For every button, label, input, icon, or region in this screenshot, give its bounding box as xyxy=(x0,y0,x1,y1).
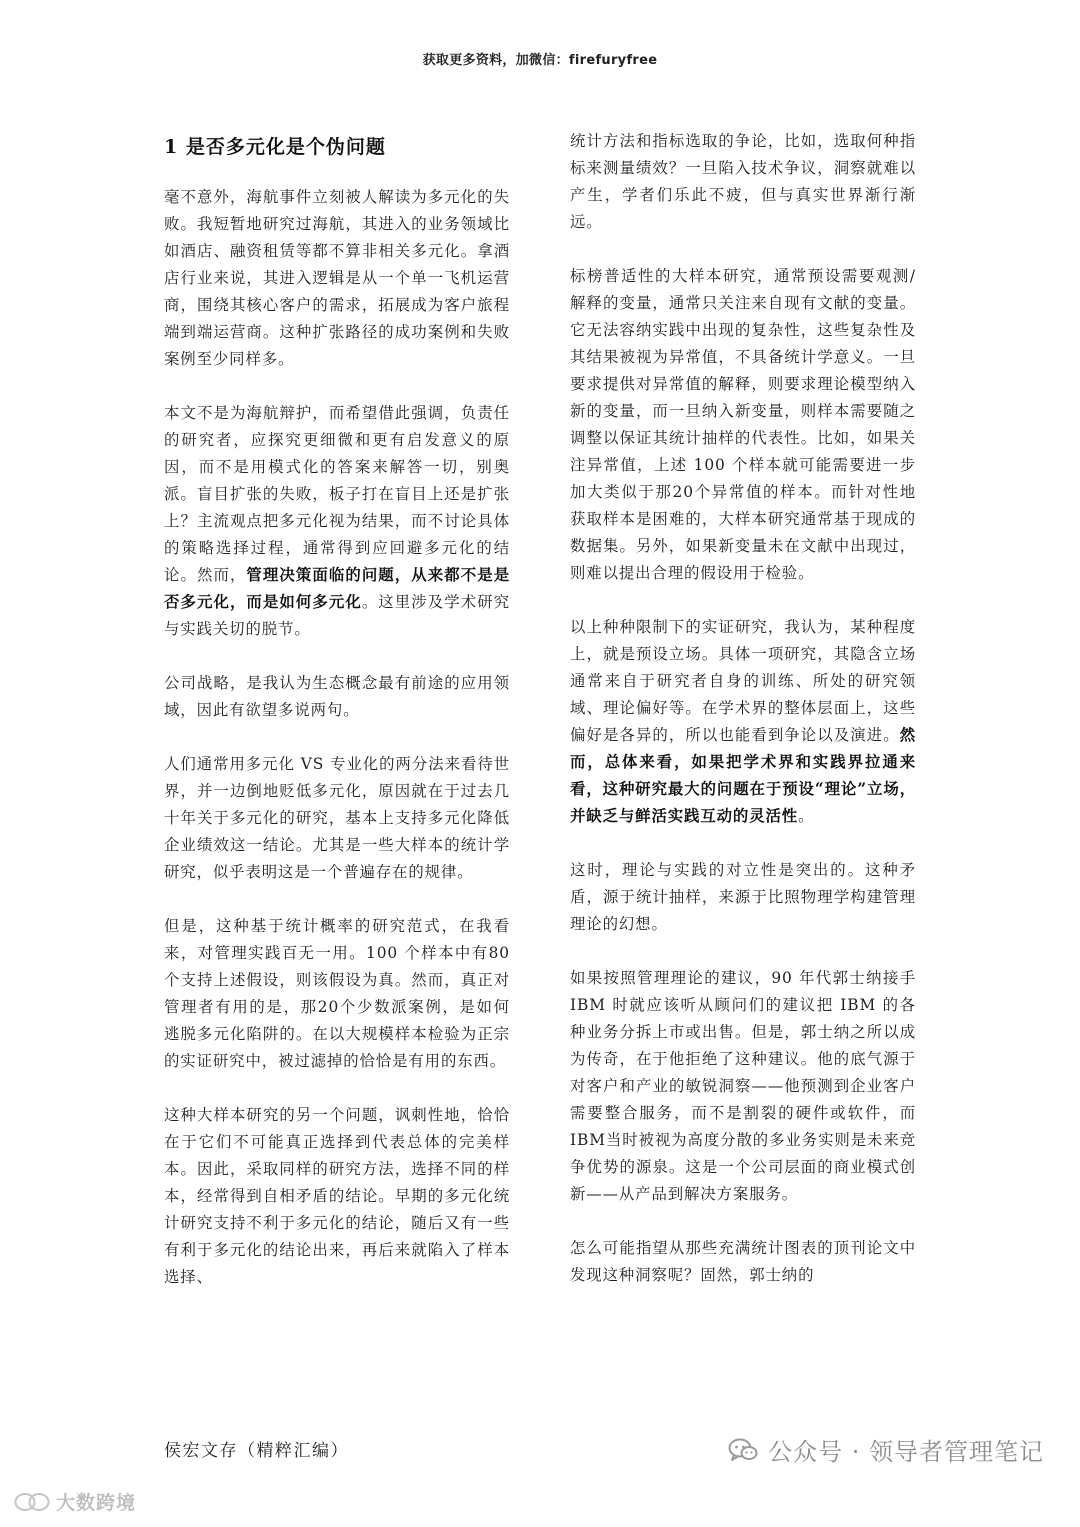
corner-watermark xyxy=(14,1488,136,1515)
left-column xyxy=(164,128,510,1318)
section-title: 1 是否多元化是个伪问题 xyxy=(164,136,386,158)
paragraph: 毫不意外，海航事件立刻被人解读为多元化的失败。我短暂地研究过海航，其进入的业务领域比如酒店、融资租赁等都不算非相关多元化。拿酒店行业来说，其进入逻辑是从一个单一飞机运营商，围绕其核心客户的需求，拓展成为客户旅程端到端运营商。这种扩张路径的成功案例和失败案例至少同样多。 xyxy=(164,188,510,368)
paragraph-text: 本文不是为海航辩护，而希望借此强调，负责任的研究者，应探究更细微和更有启发意义的原因，而不是用模式化的答案来解答一切，别奥派。盲目扩张的失败，板子打在盲目上还是扩张上？主流观点把多元化视为结果，而不讨论具体的策略选择过程，通常得到应回避多元化的结论。然而， xyxy=(164,404,510,584)
paragraph-text: 。 xyxy=(798,807,815,825)
wechat-watermark-text: 公众号 · 领导者管理笔记 xyxy=(768,1438,1044,1466)
paragraph xyxy=(164,400,510,643)
wechat-watermark xyxy=(728,1432,1044,1467)
corner-watermark-text: 大数跨境 xyxy=(56,1492,137,1514)
paragraph xyxy=(570,614,916,830)
paragraph: 这种大样本研究的另一个问题，讽刺性地，恰恰在于它们不可能真正选择到代表总体的完美样本。因此，采取同样的研究方法，选择不同的样本，经常得到自相矛盾的结论。早期的多元化统计研究支持不利于多元化的结论，随后又有一些有利于多元化的结论出来，再后来就陷入了样本选择、 xyxy=(164,1106,510,1286)
paragraph: 怎么可能指望从那些充满统计图表的顶刊论文中发现这种洞察呢？固然，郭士纳的 xyxy=(570,1239,916,1284)
paragraph: 公司战略，是我认为生态概念最有前途的应用领域，因此有欲望多说两句。 xyxy=(164,674,510,719)
paragraph-bold-text: 管理决策面临的问题，从来都不是是否多元化，而是如何多元化 xyxy=(164,566,510,611)
chat-bubbles-icon xyxy=(14,1492,50,1512)
paragraph: 标榜普适性的大样本研究，通常预设需要观测/解释的变量，通常只关注来自现有文献的变量。它无法容纳实践中出现的复杂性，这些复杂性及其结果被视为异常值，不具备统计学意义。一旦要求提供对异常值的解释，则要求理论模型纳入新的变量，而一旦纳入新变量，则样本需要随之调整以保证其统计抽样的代表性。比如，如果关注异常值，上述 100 个样本就可能需要进一步加大类似于那20个异常值的样本。而针对性地获取样本是困难的，大样本研究通常基于现成的数据集。另外，如果新变量未在文献中出现过，则难以提出合理的假设用于检验。 xyxy=(570,267,916,582)
footer-book-title: 侯宏文存（精粹汇编） xyxy=(164,1441,349,1461)
paragraph: 人们通常用多元化 VS 专业化的两分法来看待世界，并一边倒地贬低多元化，原因就在于过去几十年关于多元化的研究，基本上支持多元化降低企业绩效这一结论。尤其是一些大样本的统计学研究，似乎表明这是一个普遍存在的规律。 xyxy=(164,755,510,881)
header-note: 获取更多资料，加微信：firefuryfree xyxy=(422,53,658,68)
paragraph: 统计方法和指标选取的争论，比如，选取何种指标来测量绩效？一旦陷入技术争议，洞察就难以产生，学者们乐此不疲，但与真实世界渐行渐远。 xyxy=(570,132,916,231)
paragraph: 这时，理论与实践的对立性是突出的。这种矛盾，源于统计抽样，来源于比照物理学构建管理理论的幻想。 xyxy=(570,861,916,933)
paragraph: 如果按照管理理论的建议，90 年代郭士纳接手 IBM 时就应该听从顾问们的建议把 IBM 的各种业务分拆上市或出售。但是，郭士纳之所以成为传奇，在于他拒绝了这种建议。他的底气源于对客户和产业的敏锐洞察——他预测到企业客户需要整合服务，而不是割裂的硬件或软件，而IBM当时被视为高度分散的多业务实则是未来竞争优势的源泉。这是一个公司层面的商业模式创新——从产品到解决方案服务。 xyxy=(570,969,916,1203)
right-column xyxy=(570,128,916,1316)
paragraph-bold-text: 然而，总体来看，如果把学术界和实践界拉通来看，这种研究最大的问题在于预设“理论”立场，并缺乏与鲜活实践互动的灵活性 xyxy=(570,726,916,825)
paragraph: 但是，这种基于统计概率的研究范式，在我看来，对管理实践百无一用。100 个样本中有80个支持上述假设，则该假设为真。然而，真正对管理者有用的是，那20个少数派案例，是如何逃脱多元化陷阱的。在以大规模样本检验为正宗的实证研究中，被过滤掉的恰恰是有用的东西。 xyxy=(164,917,510,1070)
paragraph-text: 。这里涉及学术研究与实践关切的脱节。 xyxy=(164,593,510,638)
paragraph-text: 以上种种限制下的实证研究，我认为，某种程度上，就是预设立场。具体一项研究，其隐含立场通常来自于研究者自身的训练、所处的研究领域、理论偏好等。在学术界的整体层面上，这些偏好是各异的，所以也能看到争论以及演进。 xyxy=(570,618,916,744)
wechat-icon xyxy=(728,1437,758,1463)
